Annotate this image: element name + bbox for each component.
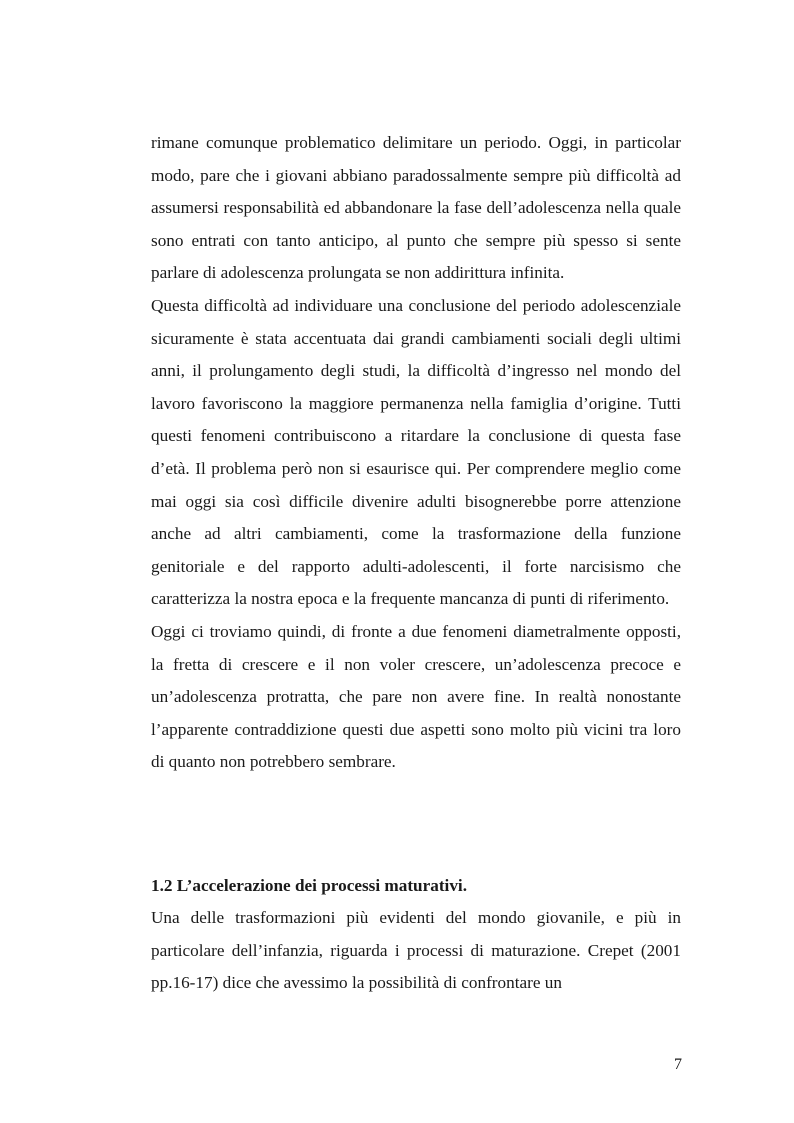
page-number: 7 — [674, 1056, 682, 1073]
section-heading: 1.2 L’accelerazione dei processi maturativi. — [151, 876, 467, 895]
paragraph: Una delle trasformazioni più evidenti del mondo giovanile, e più in particolare dell’infanzia, riguarda i processi di maturazione. Crepet (2001 pp.16-17) dice che avessimo la possibilità di confrontare un — [151, 908, 681, 993]
paragraph: Questa difficoltà ad individuare una conclusione del periodo adolescenziale sicuramente è stata accentuata dai grandi cambiamenti sociali degli ultimi anni, il prolungamento degli studi, la difficoltà d’ingresso nel mondo del lavoro favoriscono la maggiore permanenza nella famiglia d’origine. Tutti questi fenomeni contribuiscono a ritardare la conclusione di questa fase d’età. Il problema però non si esaurisce qui. Per comprendere meglio come mai oggi sia così difficile divenire adulti bisognerebbe porre attenzione anche ad altri cambiamenti, come la trasformazione della funzione genitoriale e del rapporto adulti-adolescenti, il forte narcisismo che caratterizza la nostra epoca e la frequente mancanza di punti di riferimento. — [151, 295, 681, 609]
paragraph: rimane comunque problematico delimitare un periodo. Oggi, in particolar modo, pare che i giovani abbiano paradossalmente sempre più difficoltà ad assumersi responsabilità ed abbandonare la fase dell’adolescenza nella quale sono entrati con tanto anticipo, al punto che sempre più spesso si sente parlare di adolescenza prolungata se non addirittura infinita. — [151, 133, 681, 283]
section-body-text — [151, 902, 681, 1000]
body-text — [151, 127, 681, 779]
paragraph: Oggi ci troviamo quindi, di fronte a due fenomeni diametralmente opposti, la fretta di crescere e il non voler crescere, un’adolescenza precoce e un’adolescenza protratta, che pare non avere fine. In realtà nonostante l’apparente contraddizione questi due aspetti sono molto più vicini tra loro di quanto non potrebbero sembrare. — [151, 621, 681, 772]
